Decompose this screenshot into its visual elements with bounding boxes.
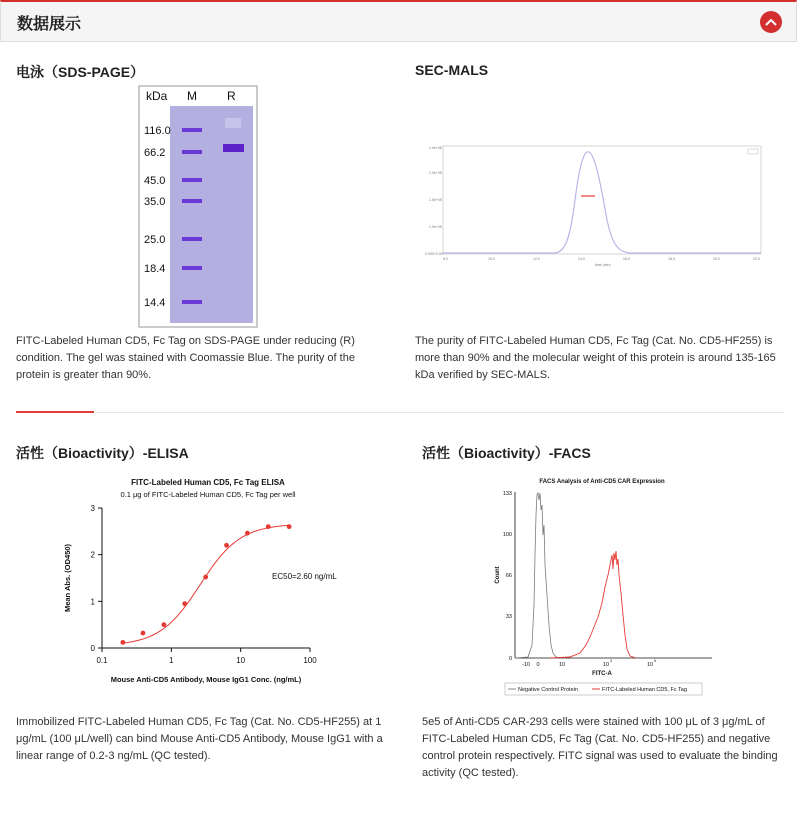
facs-chart-title: FACS Analysis of Anti-CD5 CAR Expression [539,479,665,485]
elisa-chart-subtitle: 0.1 μg of FITC-Labeled Human CD5, Fc Tag per well [120,490,296,499]
facs-xtick-exponent: 5 [654,659,656,663]
marker-label: 116.0 [144,125,171,137]
svg-text:1.0e+05: 1.0e+05 [429,225,442,229]
facs-ytick: 133 [502,491,512,497]
elisa-annotation: EC50=2.60 ng/mL [272,572,337,581]
marker-label: 14.4 [144,297,166,309]
svg-text:10.0: 10.0 [488,257,495,261]
elisa-chart [60,473,337,688]
marker-band [182,300,202,304]
chevron-up-icon [765,17,777,27]
facs-ytick: 0 [508,656,512,662]
marker-label: 18.4 [144,263,166,275]
marker-band [182,178,202,182]
elisa-ytick-label: 0 [90,644,95,653]
facs-xtick: 10 [646,662,654,668]
elisa-data-point [224,543,229,548]
svg-text:14.0: 14.0 [578,257,585,261]
elisa-fit-curve [123,525,289,643]
facs-xtick: 10 [602,662,610,668]
elisa-data-point [141,631,146,636]
facs-xtick: 10 [558,662,566,668]
facs-description: 5e5 of Anti-CD5 CAR-293 cells were stained with 100 μL of 3 μg/mL of FITC-Labeled Human CD5, Fc Tag (Cat. No. CD5-HF255) and negative control protein respectively. FITC signal was used to evaluate the binding activity (QC tested). [422,716,778,779]
facs-title: 活性（Bioactivity）-FACS [422,445,591,461]
section-header [0,0,797,42]
elisa-chart-title: FITC-Labeled Human CD5, Fc Tag ELISA [131,478,285,487]
elisa-xtick-label: 100 [303,656,317,665]
elisa-data-point [161,622,166,627]
section-title: 数据展示 [17,16,82,33]
marker-band [182,150,202,154]
elisa-data-point [287,524,292,529]
facs-ylabel: Count [495,566,501,584]
facs-chart [490,475,720,700]
section-divider-accent [16,411,94,413]
sec-mals-chart [415,140,767,268]
elisa-data-point [182,601,187,606]
lane-label-m: M [187,89,197,103]
sec-mals-description: The purity of FITC-Labeled Human CD5, Fc Tag (Cat. No. CD5-HF255) is more than 90% and the molecular weight of this protein is around 135-165 kDa verified by SEC-MALS. [415,335,776,381]
svg-text:1.0e+05: 1.0e+05 [429,146,442,150]
elisa-xlabel: Mouse Anti-CD5 Antibody, Mouse IgG1 Conc. (ng/mL) [110,675,302,684]
elisa-xtick-label: 0.1 [96,656,108,665]
lane-label-kda: kDa [146,89,168,103]
elisa-ytick-label: 3 [90,504,95,513]
facs-xtick: 0 [536,662,540,668]
elisa-data-point [203,575,208,580]
elisa-data-point [120,640,125,645]
section-divider [16,412,784,413]
elisa-description: Immobilized FITC-Labeled Human CD5, Fc Tag (Cat. No. CD5-HF255) at 1 μg/mL (100 μL/well) can bind Mouse Anti-CD5 Antibody, Mouse IgG1 with a linear range of 0.2-3 ng/mL (QC tested). [16,716,383,762]
facs-xlabel: FITC-A [592,671,612,677]
facs-sample-histogram [550,551,636,658]
svg-text:0.000+0.00: 0.000+0.00 [425,252,443,256]
svg-text:22.0: 22.0 [753,257,760,261]
elisa-ytick-label: 2 [90,550,95,560]
marker-band [182,266,202,270]
facs-ytick: 66 [505,573,512,579]
collapse-button[interactable] [760,11,782,33]
facs-negative-control-histogram [515,493,562,658]
elisa-xtick-label: 10 [236,656,246,665]
svg-text:time (min): time (min) [595,263,611,267]
marker-label: 66.2 [144,147,166,159]
sds-page-title: 电泳（SDS-PAGE） [16,64,145,80]
elisa-ylabel: Mean Abs. (OD450) [63,543,72,613]
svg-text:16.0: 16.0 [623,257,630,261]
lane-label-r: R [227,89,236,103]
facs-legend-series-2: FITC-Labeled Human CD5, Fc Tag [602,687,687,693]
elisa-xtick-label: 1 [169,656,174,665]
svg-text:12.0: 12.0 [533,257,540,261]
elisa-ytick-label: 1 [90,597,95,607]
sds-page-description: FITC-Labeled Human CD5, Fc Tag on SDS-PAGE under reducing (R) condition. The gel was stained with Coomassie Blue. The purity of the protein is greater than 90%. [16,335,355,381]
sds-page-gel-image [139,86,257,327]
svg-text:8.0: 8.0 [443,257,448,261]
facs-legend-series-1: Negative Control Protein [518,687,578,693]
facs-xtick-exponent: 3 [610,659,612,663]
svg-text:20.0: 20.0 [713,257,720,261]
svg-text:1.0e+05: 1.0e+05 [429,198,442,202]
sample-band [223,144,244,152]
marker-label: 25.0 [144,234,166,246]
sec-mals-title: SEC-MALS [415,62,489,78]
svg-text:18.0: 18.0 [668,257,675,261]
elisa-data-point [266,524,271,529]
marker-label: 45.0 [144,175,166,187]
facs-xtick: -10 [522,662,530,668]
facs-ytick: 100 [502,532,512,538]
elisa-title: 活性（Bioactivity）-ELISA [16,445,189,461]
marker-band [182,128,202,132]
facs-ytick: 33 [505,614,512,620]
marker-label: 35.0 [144,196,166,208]
svg-text:1.0e+05: 1.0e+05 [429,171,442,175]
elisa-data-point [245,531,250,536]
marker-band [182,199,202,203]
marker-band [182,237,202,241]
